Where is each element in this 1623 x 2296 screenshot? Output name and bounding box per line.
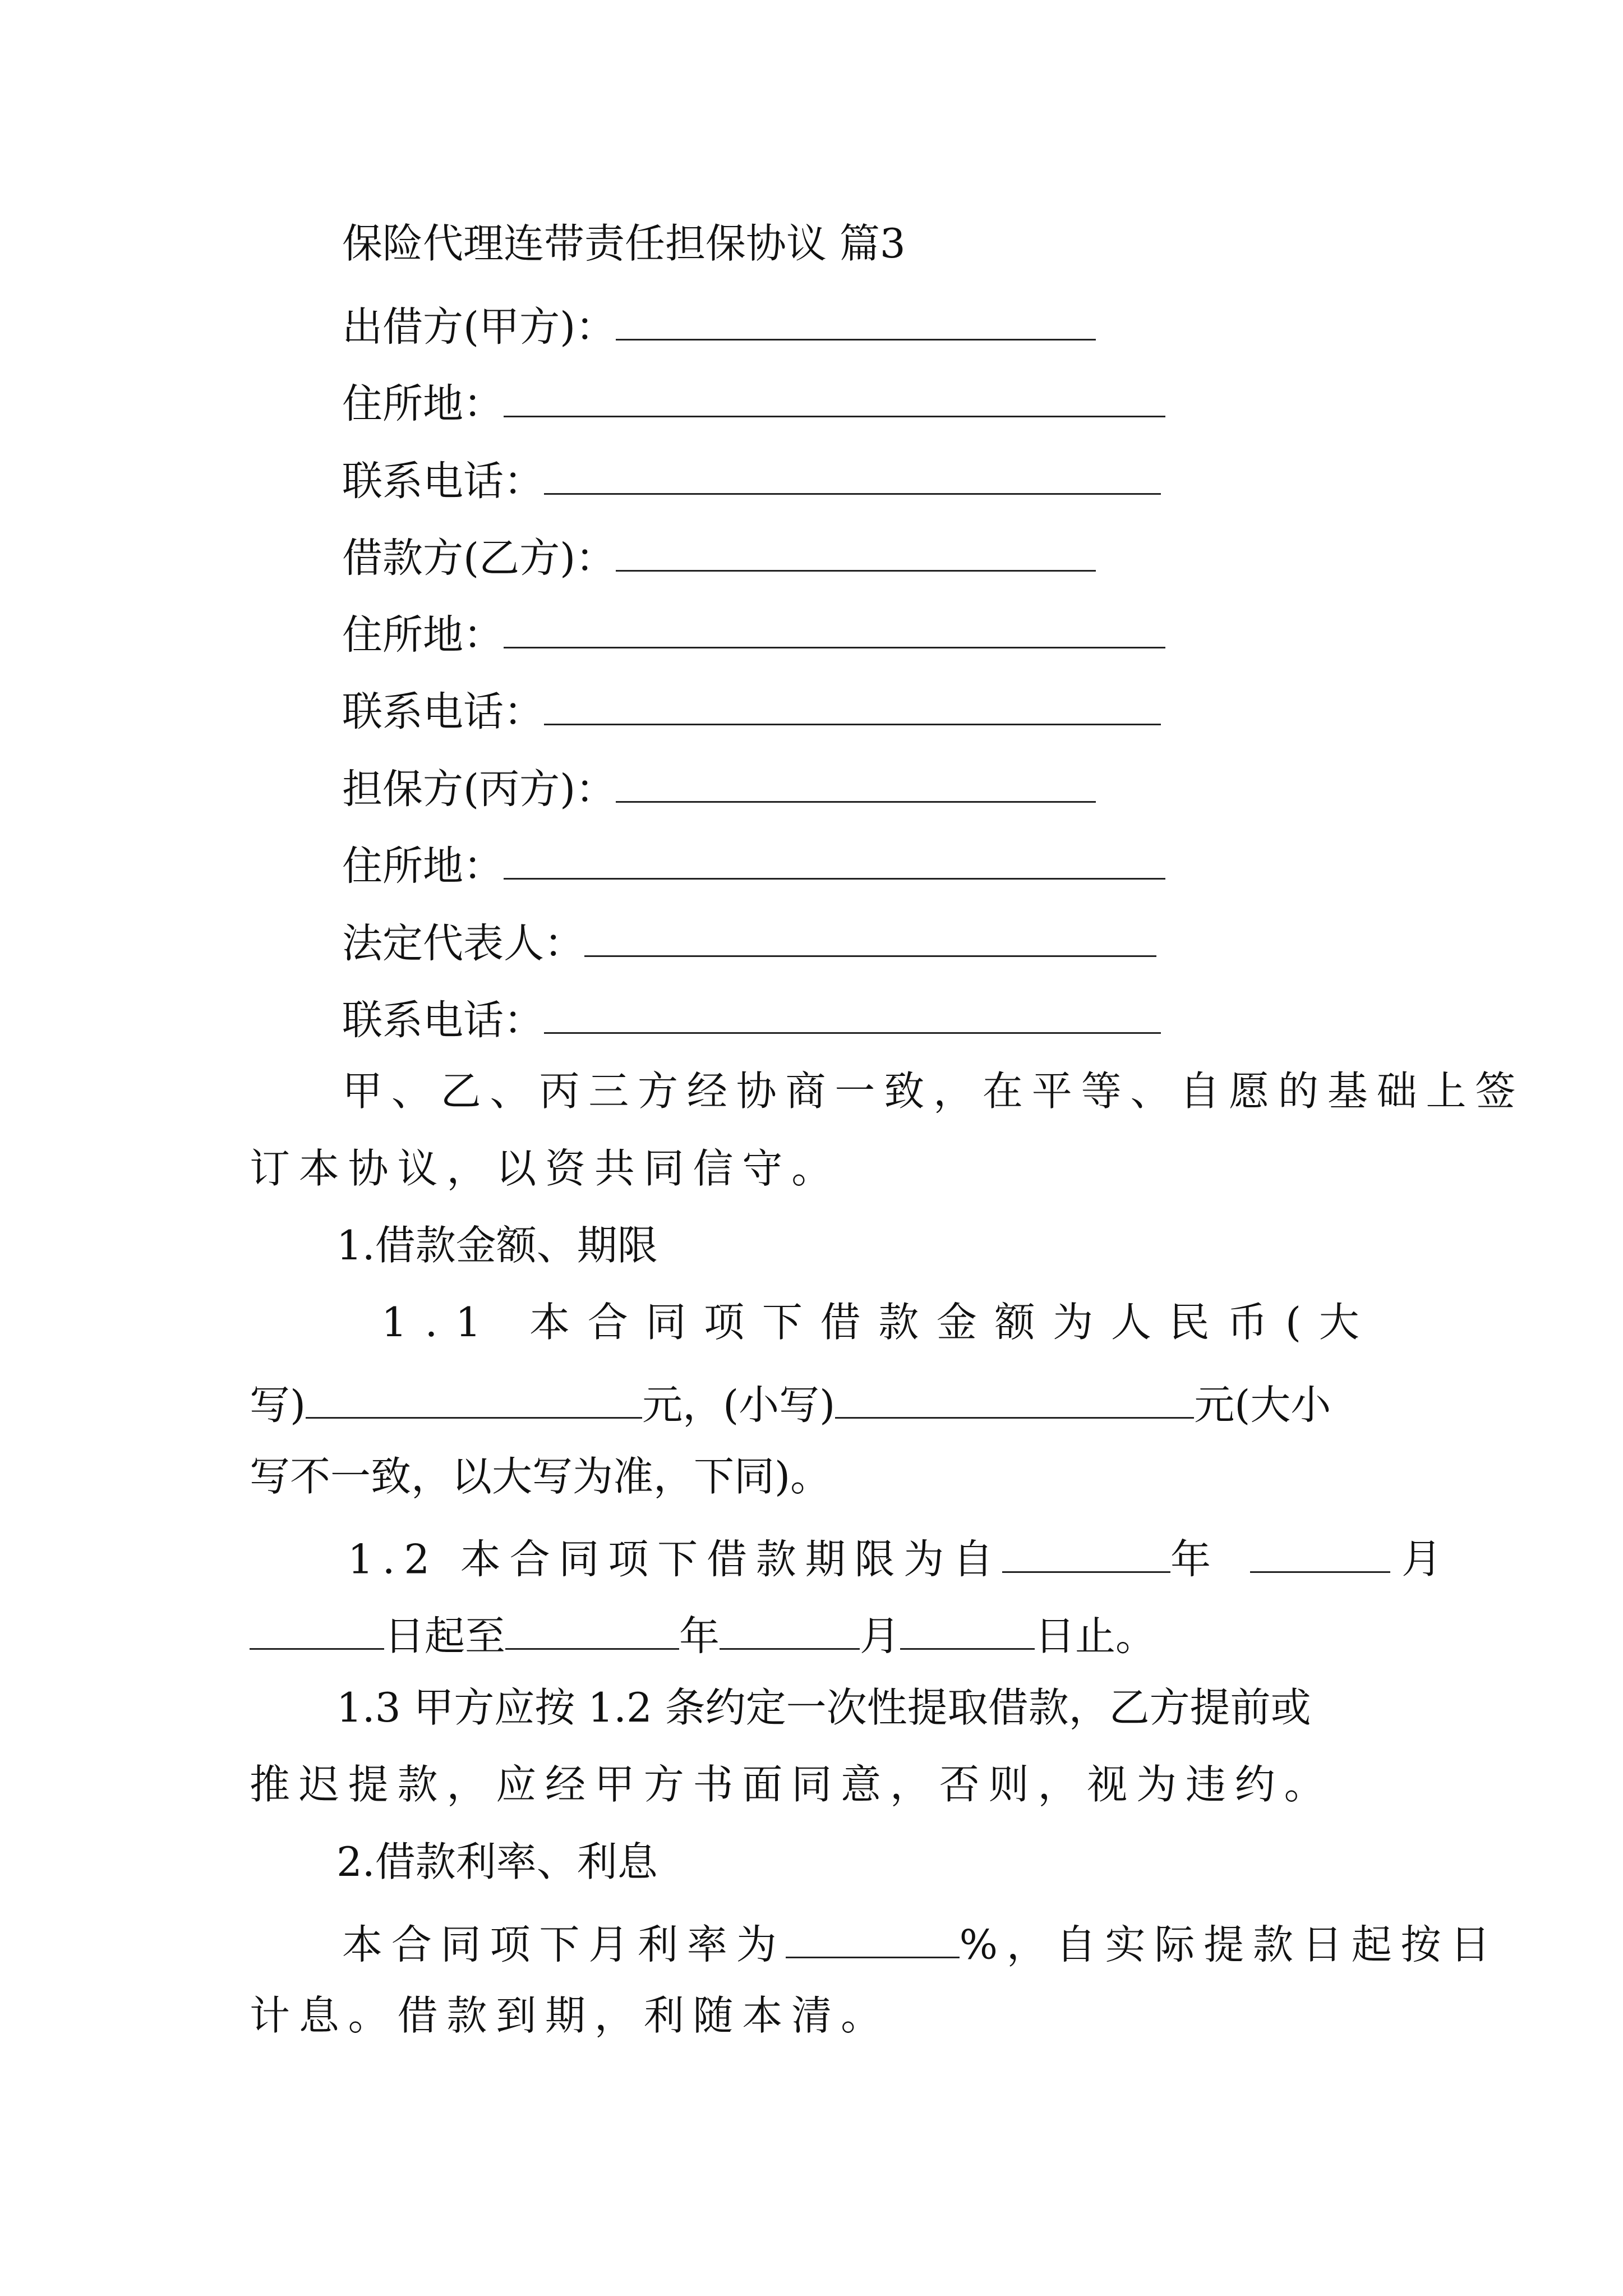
- lender-address-blank[interactable]: [504, 378, 1165, 417]
- clause-1-2-line-1: [348, 1533, 1442, 1583]
- document-title: 保险代理连带责任担保协议 篇3: [342, 220, 906, 267]
- guarantor-rep-label: 法定代表人：: [342, 919, 585, 967]
- start-year-label: 年: [1170, 1535, 1211, 1583]
- amount-words-blank[interactable]: [306, 1379, 642, 1419]
- section-2-heading: 2.借款利率、利息: [336, 1838, 658, 1885]
- start-month-blank[interactable]: [1250, 1533, 1390, 1573]
- guarantor-address-label: 住所地：: [342, 842, 504, 890]
- lender-phone-label: 联系电话：: [342, 457, 545, 505]
- preamble-line-2: 订本协议，以资共同信守。: [250, 1145, 841, 1192]
- clause-1-3-line-2: 推迟提款，应经甲方书面同意，否则，视为违约。: [250, 1761, 1334, 1808]
- qizhi-label: 日起至: [384, 1612, 506, 1660]
- borrower-phone-row: [342, 685, 1161, 735]
- guarantor-phone-row: [342, 994, 1161, 1044]
- guarantor-rep-blank[interactable]: [584, 917, 1156, 957]
- end-day-blank[interactable]: [900, 1610, 1035, 1650]
- guarantor-phone-blank[interactable]: [544, 994, 1161, 1034]
- guarantor-rep-row: [342, 917, 1156, 967]
- guarantor-phone-label: 联系电话：: [342, 996, 545, 1044]
- start-day-blank[interactable]: [250, 1610, 384, 1650]
- preamble-line-1: 甲、乙、丙三方经协商一致，在平等、自愿的基础上签: [342, 1068, 1525, 1115]
- end-year-label: 年: [679, 1612, 720, 1660]
- lender-phone-row: [342, 455, 1161, 505]
- guarantor-label: 担保方(丙方)：: [342, 765, 616, 813]
- clause-1-1-line-1: 1.1 本合同项下借款金额为人民币(大: [381, 1299, 1377, 1346]
- rizhi-label: 日止。: [1035, 1612, 1156, 1660]
- daxie-label: 写): [250, 1381, 306, 1429]
- lender-blank[interactable]: [616, 301, 1096, 341]
- section-1-heading: 1.借款金额、期限: [336, 1222, 658, 1269]
- guarantor-blank[interactable]: [616, 763, 1096, 803]
- borrower-address-row: [342, 609, 1165, 659]
- clause-1-2-prefix: 1.2 本合同项下借款期限为自: [348, 1535, 1002, 1583]
- lender-address-label: 住所地：: [342, 380, 504, 427]
- yuan-daxiao-label: 元(大小: [1194, 1381, 1331, 1429]
- section-2-line-1: [342, 1918, 1500, 1968]
- yuan-xiaoxie-label: 元，(小写): [642, 1381, 836, 1429]
- rate-suffix: %，自实际提款日起按日: [959, 1921, 1500, 1968]
- lender-address-row: [342, 378, 1165, 427]
- borrower-phone-label: 联系电话：: [342, 688, 545, 735]
- end-month-blank[interactable]: [720, 1610, 860, 1650]
- guarantor-address-blank[interactable]: [504, 840, 1165, 880]
- start-year-blank[interactable]: [1002, 1533, 1170, 1573]
- rate-prefix: 本合同项下月利率为: [342, 1921, 786, 1968]
- guarantor-row: [342, 763, 1096, 813]
- lender-label: 出借方(甲方)：: [342, 303, 616, 351]
- end-month-label: 月: [860, 1612, 901, 1660]
- lender-phone-blank[interactable]: [544, 455, 1161, 495]
- clause-1-1-line-2: [250, 1379, 1331, 1429]
- start-month-label: 月: [1401, 1535, 1442, 1583]
- amount-figures-blank[interactable]: [835, 1379, 1194, 1419]
- clause-1-3-line-1: 1.3 甲方应按 1.2 条约定一次性提取借款，乙方提前或: [336, 1684, 1311, 1731]
- borrower-address-label: 住所地：: [342, 611, 504, 659]
- borrower-phone-blank[interactable]: [544, 685, 1161, 725]
- monthly-rate-blank[interactable]: [786, 1918, 960, 1958]
- clause-1-2-line-2: [250, 1610, 1156, 1660]
- borrower-blank[interactable]: [616, 532, 1096, 572]
- clause-1-1-line-3: 写不一致，以大写为准，下同)。: [250, 1453, 831, 1500]
- section-2-line-2: 计息。借款到期，利随本清。: [250, 1992, 890, 2039]
- borrower-row: [342, 532, 1096, 582]
- borrower-address-blank[interactable]: [504, 609, 1165, 648]
- borrower-label: 借款方(乙方)：: [342, 534, 616, 582]
- end-year-blank[interactable]: [505, 1610, 679, 1650]
- guarantor-address-row: [342, 840, 1165, 890]
- lender-row: [342, 301, 1096, 351]
